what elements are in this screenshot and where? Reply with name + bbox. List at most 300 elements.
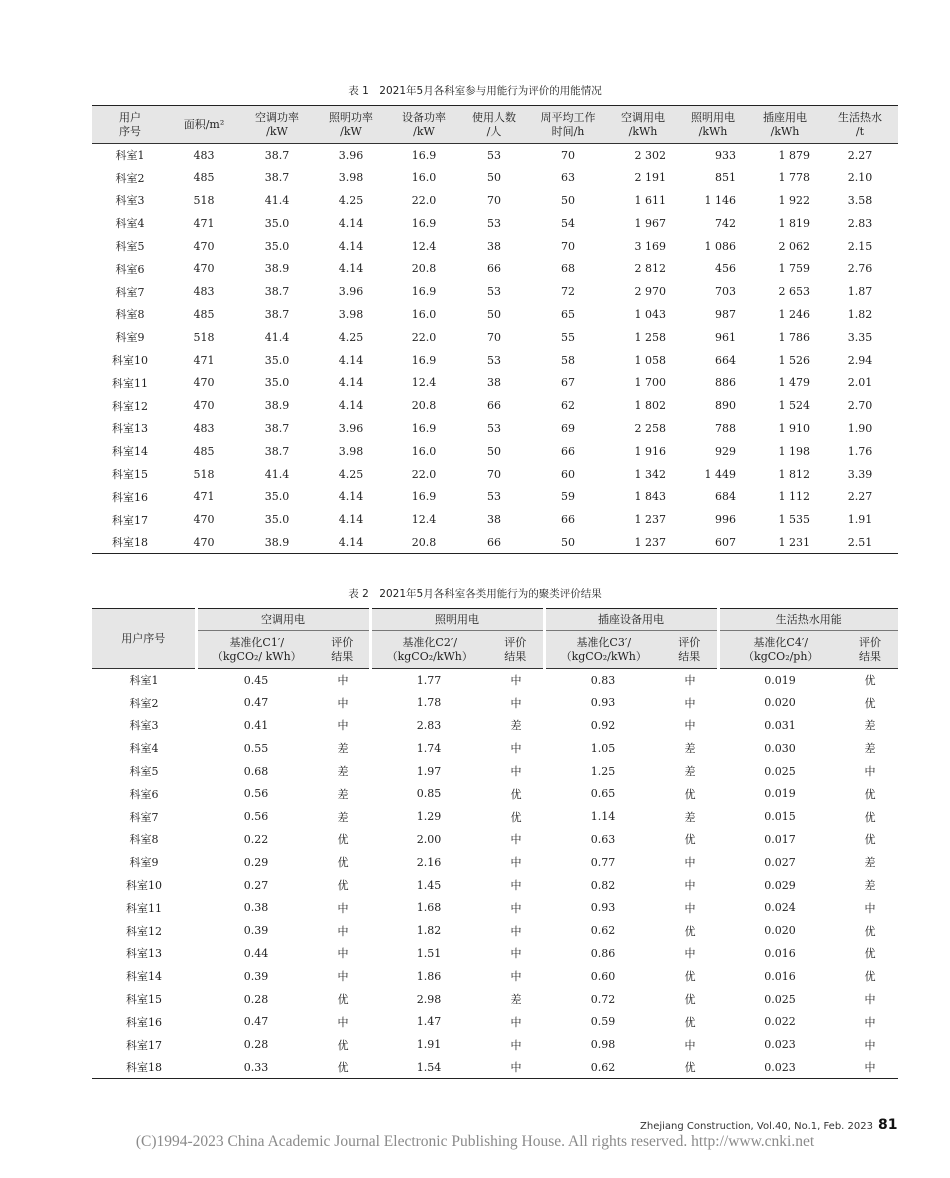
evaluation-result: 中 <box>864 1015 876 1029</box>
table-cell: 16.9 <box>411 421 437 435</box>
table-row <box>92 1010 898 1033</box>
row-label: 科室4 <box>115 217 145 231</box>
header-line: 评价 <box>504 635 527 649</box>
table-cell: 16.9 <box>411 353 437 367</box>
row-label: 科室8 <box>115 308 145 322</box>
table-cell: 518 <box>193 330 215 344</box>
table-cell: 470 <box>193 399 215 413</box>
table1-column-header <box>240 106 314 144</box>
table-cell: 41.4 <box>264 193 290 207</box>
table-cell: 0.016 <box>764 969 796 983</box>
table-cell: 1 146 <box>704 193 736 207</box>
table-cell: 1.05 <box>590 741 616 755</box>
evaluation-result: 优 <box>864 674 876 688</box>
table-cell: 0.85 <box>416 787 442 801</box>
table-cell: 3 169 <box>634 239 666 253</box>
table-cell: 1.68 <box>416 901 442 915</box>
table-cell: 70 <box>561 239 575 253</box>
evaluation-result: 优 <box>510 787 522 801</box>
table2-subheader <box>842 631 898 669</box>
table-cell: 1.78 <box>416 696 442 710</box>
row-label: 科室11 <box>126 901 162 915</box>
table2-subheader <box>316 631 370 669</box>
row-label: 科室10 <box>126 879 162 893</box>
evaluation-result: 中 <box>684 1038 696 1052</box>
table-cell: 1.54 <box>416 1060 442 1074</box>
table-cell: 2.00 <box>416 832 442 846</box>
table-cell: 0.47 <box>243 696 269 710</box>
evaluation-result: 中 <box>684 719 696 733</box>
evaluation-result: 优 <box>337 856 349 870</box>
table-cell: 4.25 <box>338 467 364 481</box>
table-row <box>92 919 898 942</box>
table-cell: 4.14 <box>338 513 364 527</box>
table-cell: 63 <box>561 171 575 185</box>
evaluation-result: 中 <box>684 696 696 710</box>
table-cell: 0.28 <box>243 992 269 1006</box>
table-row <box>92 714 898 737</box>
header-line: /t <box>855 124 865 138</box>
evaluation-result: 优 <box>684 970 696 984</box>
evaluation-result: 中 <box>337 970 349 984</box>
table-cell: 65 <box>561 307 575 321</box>
evaluation-result: 中 <box>510 1038 522 1052</box>
table-cell: 69 <box>561 421 575 435</box>
row-label: 科室7 <box>115 285 145 299</box>
evaluation-result: 差 <box>510 719 522 733</box>
header-line: 照明用电 <box>691 110 735 124</box>
evaluation-result: 中 <box>337 719 349 733</box>
table-cell: 0.28 <box>243 1038 269 1052</box>
table-cell: 70 <box>561 148 575 162</box>
table-cell: 788 <box>715 421 736 435</box>
table-cell: 0.031 <box>764 718 796 732</box>
table-cell: 38.7 <box>264 444 290 458</box>
table-cell: 0.93 <box>590 901 616 915</box>
table-cell: 1 700 <box>634 376 666 390</box>
table-cell: 0.60 <box>590 969 616 983</box>
table-cell: 0.29 <box>243 855 269 869</box>
table-cell: 1 246 <box>778 307 810 321</box>
table2-group-header: 插座设备用电 <box>544 609 718 631</box>
table-cell: 886 <box>715 376 736 390</box>
header-line: 结果 <box>859 649 881 663</box>
evaluation-result: 差 <box>510 993 522 1007</box>
table-cell: 518 <box>193 193 215 207</box>
row-label: 科室9 <box>115 331 145 345</box>
table-row <box>92 942 898 965</box>
table-cell: 1.90 <box>847 421 873 435</box>
evaluation-result: 差 <box>337 742 349 756</box>
table-cell: 1.76 <box>847 444 873 458</box>
evaluation-result: 差 <box>337 787 349 801</box>
table-cell: 68 <box>561 262 575 276</box>
evaluation-result: 优 <box>337 879 349 893</box>
table2-subheader-row <box>92 631 898 669</box>
table-cell: 38.7 <box>264 307 290 321</box>
table-cell: 12.4 <box>411 376 437 390</box>
header-line: 周平均工作 <box>540 110 596 124</box>
table-cell: 3.96 <box>338 421 364 435</box>
table-cell: 929 <box>715 444 736 458</box>
table-row <box>92 691 898 714</box>
evaluation-result: 优 <box>864 787 876 801</box>
table-cell: 35.0 <box>264 353 290 367</box>
table-cell: 2 302 <box>634 148 666 162</box>
row-label: 科室8 <box>129 833 159 847</box>
evaluation-result: 中 <box>684 947 696 961</box>
row-label: 科室6 <box>115 262 145 276</box>
evaluation-result: 中 <box>684 901 696 915</box>
table-cell: 41.4 <box>264 330 290 344</box>
evaluation-result: 中 <box>337 1015 349 1029</box>
table-cell: 2.76 <box>847 262 873 276</box>
table-cell: 4.14 <box>338 535 364 549</box>
header-line: 基准化C2′/ <box>402 635 458 649</box>
table-cell: 0.98 <box>590 1038 616 1052</box>
table-cell: 4.25 <box>338 330 364 344</box>
table-cell: 16.9 <box>411 148 437 162</box>
table-cell: 742 <box>715 216 736 230</box>
header-line: 结果 <box>504 649 527 663</box>
table-cell: 20.8 <box>411 399 437 413</box>
header-line: 时间/h <box>551 124 585 138</box>
table-cell: 0.33 <box>243 1060 269 1074</box>
table1-column-header <box>314 106 388 144</box>
table-cell: 35.0 <box>264 376 290 390</box>
evaluation-result: 差 <box>684 765 696 779</box>
table2-subheader <box>718 631 842 669</box>
row-label: 科室3 <box>115 194 145 208</box>
table-cell: 4.14 <box>338 239 364 253</box>
evaluation-result: 中 <box>510 765 522 779</box>
table-row <box>92 988 898 1011</box>
table2-group-header: 照明用电 <box>370 609 544 631</box>
table1-column-header <box>748 106 822 144</box>
table-cell: 0.63 <box>590 832 616 846</box>
table2-subheader <box>488 631 544 669</box>
header-line: 照明功率 <box>329 110 373 124</box>
table-cell: 0.65 <box>590 787 616 801</box>
row-label: 科室3 <box>129 719 159 733</box>
header-line: 评价 <box>331 635 354 649</box>
table-cell: 4.14 <box>338 353 364 367</box>
table-cell: 1.51 <box>416 946 442 960</box>
evaluation-result: 中 <box>337 924 349 938</box>
table-cell: 3.98 <box>338 444 364 458</box>
table-cell: 22.0 <box>411 330 437 344</box>
row-label: 科室4 <box>129 742 159 756</box>
table1-header-row <box>92 106 898 144</box>
evaluation-result: 差 <box>337 765 349 779</box>
evaluation-result: 中 <box>337 674 349 688</box>
row-label: 科室18 <box>112 536 148 550</box>
table-row <box>92 874 898 897</box>
table-cell: 62 <box>561 399 575 413</box>
table-cell: 0.92 <box>590 718 616 732</box>
table-row <box>92 280 898 303</box>
table-cell: 38 <box>487 239 501 253</box>
header-line: /kW <box>266 124 288 138</box>
row-label: 科室1 <box>129 674 159 688</box>
table-cell: 1.77 <box>416 673 442 687</box>
table-cell: 70 <box>487 193 501 207</box>
table-cell: 38.9 <box>264 399 290 413</box>
row-label: 科室2 <box>115 171 145 185</box>
evaluation-result: 中 <box>864 1038 876 1052</box>
table-cell: 1 237 <box>634 513 666 527</box>
table-cell: 1 526 <box>778 353 810 367</box>
table-cell: 1 802 <box>634 399 666 413</box>
table2-group-row <box>92 609 898 631</box>
row-label: 科室9 <box>129 856 159 870</box>
table-cell: 0.83 <box>590 673 616 687</box>
evaluation-result: 优 <box>684 787 696 801</box>
table-row <box>92 189 898 212</box>
header-line: /kWh <box>698 124 728 138</box>
table1-caption: 表 1 2021年5月各科室参与用能行为评价的用能情况 <box>348 85 602 97</box>
evaluation-result: 中 <box>510 742 522 756</box>
table2-subheader <box>196 631 316 669</box>
table-cell: 485 <box>193 307 215 321</box>
table-cell: 16.9 <box>411 216 437 230</box>
table-cell: 2.27 <box>847 490 873 504</box>
table-cell: 66 <box>487 535 501 549</box>
table-cell: 1 479 <box>778 376 810 390</box>
table-cell: 4.14 <box>338 376 364 390</box>
table-cell: 2.94 <box>847 353 873 367</box>
table-cell: 0.017 <box>764 832 796 846</box>
table1-column-header <box>92 106 168 144</box>
table-cell: 470 <box>193 535 215 549</box>
table-cell: 0.68 <box>243 764 269 778</box>
table-cell: 53 <box>487 216 501 230</box>
header-line: 评价 <box>678 635 701 649</box>
table-cell: 4.14 <box>338 262 364 276</box>
table-cell: 1 967 <box>634 216 666 230</box>
table-cell: 2 653 <box>778 285 810 299</box>
table2-subheader <box>662 631 718 669</box>
table2 <box>92 608 898 1079</box>
table-cell: 1 819 <box>778 216 810 230</box>
evaluation-result: 差 <box>684 742 696 756</box>
header-line: 结果 <box>678 649 701 663</box>
table-cell: 0.22 <box>243 832 269 846</box>
evaluation-result: 中 <box>684 879 696 893</box>
table-cell: 1 778 <box>778 171 810 185</box>
table-row <box>92 805 898 828</box>
table-cell: 1.91 <box>847 513 873 527</box>
table-cell: 0.020 <box>764 924 796 938</box>
table-cell: 1 611 <box>634 193 666 207</box>
table-cell: 1 342 <box>634 467 666 481</box>
table-cell: 1 786 <box>778 330 810 344</box>
table-cell: 1 843 <box>634 490 666 504</box>
row-label: 科室5 <box>129 765 159 779</box>
evaluation-result: 中 <box>510 833 522 847</box>
evaluation-result: 中 <box>510 1061 522 1075</box>
table-cell: 470 <box>193 239 215 253</box>
header-line: 生活热水 <box>838 110 882 124</box>
table-cell: 518 <box>193 467 215 481</box>
table-cell: 1 258 <box>634 330 666 344</box>
table-cell: 684 <box>715 490 736 504</box>
table-cell: 1.97 <box>416 764 442 778</box>
header-line: /人 <box>486 124 502 138</box>
table-row <box>92 371 898 394</box>
table2-group-header: 生活热水用能 <box>718 609 898 631</box>
header-line: （kgCO₂/ph） <box>743 649 819 663</box>
table1-column-header <box>388 106 460 144</box>
evaluation-result: 中 <box>510 674 522 688</box>
table-cell: 2.15 <box>847 239 873 253</box>
table-row <box>92 485 898 508</box>
table-row <box>92 828 898 851</box>
table1-column-header <box>608 106 678 144</box>
journal-footer: Zhejiang Construction, Vol.40, No.1, Feb. 2023 <box>640 1121 873 1132</box>
table-cell: 0.62 <box>590 1060 616 1074</box>
header-line: /kW <box>340 124 362 138</box>
table-row <box>92 326 898 349</box>
table-cell: 3.98 <box>338 171 364 185</box>
table-cell: 0.93 <box>590 696 616 710</box>
table-cell: 53 <box>487 490 501 504</box>
evaluation-result: 差 <box>864 719 876 733</box>
table2-caption: 表 2 2021年5月各科室各类用能行为的聚类评价结果 <box>348 588 602 600</box>
table-cell: 3.98 <box>338 307 364 321</box>
evaluation-result: 优 <box>684 1015 696 1029</box>
table1-column-header <box>460 106 528 144</box>
table-cell: 50 <box>487 307 501 321</box>
table-cell: 485 <box>193 171 215 185</box>
row-label: 科室6 <box>129 787 159 801</box>
table-cell: 1.25 <box>590 764 616 778</box>
row-label: 科室11 <box>112 376 148 390</box>
table-row <box>92 394 898 417</box>
evaluation-result: 差 <box>337 810 349 824</box>
table-cell: 4.14 <box>338 399 364 413</box>
evaluation-result: 中 <box>864 765 876 779</box>
table-cell: 996 <box>715 513 736 527</box>
table-row <box>92 166 898 189</box>
table-cell: 0.56 <box>243 787 269 801</box>
table-row <box>92 349 898 372</box>
table-cell: 0.023 <box>764 1060 796 1074</box>
table-cell: 4.14 <box>338 490 364 504</box>
table-cell: 1.82 <box>416 924 442 938</box>
table-cell: 0.82 <box>590 878 616 892</box>
header-line: 面积/m² <box>183 117 225 131</box>
table-row <box>92 257 898 280</box>
table-cell: 890 <box>715 399 736 413</box>
header-line: 用户 <box>119 110 141 124</box>
table-cell: 483 <box>193 421 215 435</box>
table-cell: 456 <box>715 262 736 276</box>
table-cell: 0.025 <box>764 992 796 1006</box>
table-row <box>92 303 898 326</box>
table-cell: 2.98 <box>416 992 442 1006</box>
table-cell: 0.022 <box>764 1015 796 1029</box>
table-row <box>92 782 898 805</box>
table-row <box>92 508 898 531</box>
header-line: 设备功率 <box>402 110 446 124</box>
header-line: /kW <box>413 124 435 138</box>
table-cell: 38.7 <box>264 171 290 185</box>
evaluation-result: 优 <box>684 924 696 938</box>
table-row <box>92 1056 898 1079</box>
table-cell: 66 <box>487 399 501 413</box>
table-cell: 50 <box>487 171 501 185</box>
header-line: 使用人数 <box>472 110 516 124</box>
table-cell: 1 812 <box>778 467 810 481</box>
table-cell: 55 <box>561 330 575 344</box>
table-cell: 1 231 <box>778 535 810 549</box>
table-cell: 16.9 <box>411 490 437 504</box>
row-label: 科室17 <box>112 513 148 527</box>
table-row <box>92 669 898 692</box>
table-cell: 2 258 <box>634 421 666 435</box>
evaluation-result: 中 <box>684 674 696 688</box>
table-cell: 471 <box>193 353 215 367</box>
table-cell: 1 916 <box>634 444 666 458</box>
evaluation-result: 中 <box>510 970 522 984</box>
table-cell: 1.74 <box>416 741 442 755</box>
evaluation-result: 差 <box>864 879 876 893</box>
table-cell: 66 <box>561 513 575 527</box>
table-cell: 0.025 <box>764 764 796 778</box>
table-cell: 2.83 <box>847 216 873 230</box>
evaluation-result: 中 <box>864 993 876 1007</box>
table-cell: 0.030 <box>764 741 796 755</box>
table-cell: 1 922 <box>778 193 810 207</box>
table-cell: 1.47 <box>416 1015 442 1029</box>
table-cell: 2 062 <box>778 239 810 253</box>
table-cell: 0.019 <box>764 673 796 687</box>
table-cell: 0.023 <box>764 1038 796 1052</box>
table-cell: 2.27 <box>847 148 873 162</box>
table1-column-header <box>528 106 608 144</box>
table-cell: 16.0 <box>411 307 437 321</box>
table-cell: 54 <box>561 216 575 230</box>
row-label: 科室16 <box>126 1015 162 1029</box>
table-cell: 59 <box>561 490 575 504</box>
table-cell: 0.41 <box>243 718 269 732</box>
evaluation-result: 差 <box>864 742 876 756</box>
table-cell: 3.96 <box>338 285 364 299</box>
table-cell: 38 <box>487 513 501 527</box>
row-label: 科室17 <box>126 1038 162 1052</box>
table1-column-header <box>822 106 898 144</box>
header-line: 序号 <box>119 124 141 138</box>
table-cell: 0.47 <box>243 1015 269 1029</box>
table-cell: 471 <box>193 490 215 504</box>
row-label: 科室14 <box>126 970 162 984</box>
table-cell: 1 086 <box>704 239 736 253</box>
row-label: 科室14 <box>112 445 148 459</box>
table-cell: 483 <box>193 285 215 299</box>
header-line: （kgCO₂/kWh） <box>560 649 647 663</box>
table-cell: 66 <box>561 444 575 458</box>
table-cell: 0.39 <box>243 924 269 938</box>
table-cell: 50 <box>561 193 575 207</box>
evaluation-result: 中 <box>510 924 522 938</box>
table-cell: 2.83 <box>416 718 442 732</box>
table-row <box>92 440 898 463</box>
evaluation-result: 优 <box>684 993 696 1007</box>
table1-column-header <box>678 106 748 144</box>
evaluation-result: 差 <box>684 810 696 824</box>
table-cell: 0.86 <box>590 946 616 960</box>
